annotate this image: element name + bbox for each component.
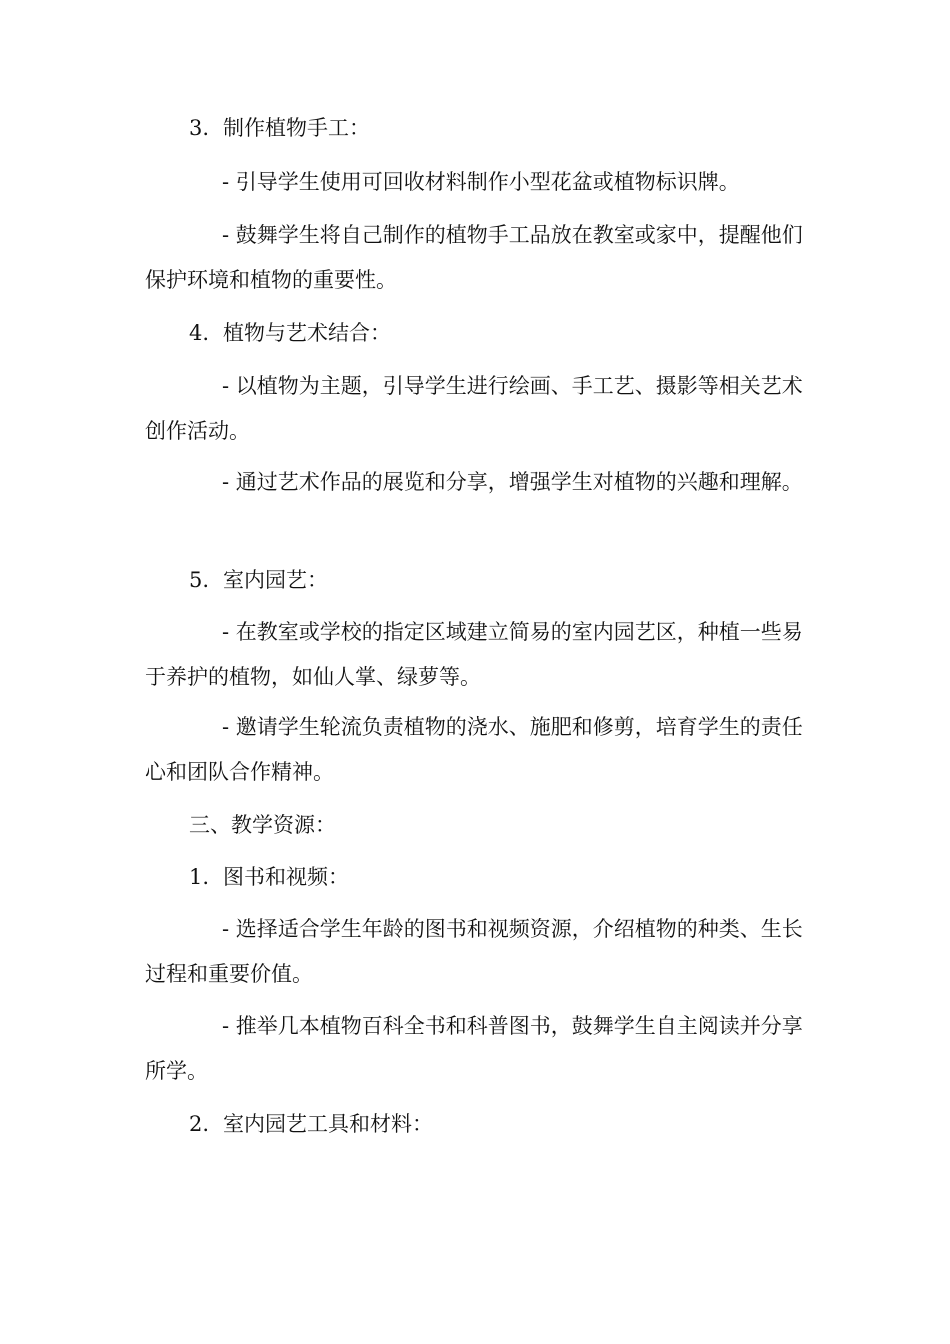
bullet-paragraph bbox=[145, 213, 810, 303]
list-number: 2. bbox=[189, 1112, 210, 1136]
paragraph-text: - 引导学生使用可回收材料制作小型花盆或植物标识牌。 bbox=[222, 170, 740, 194]
paragraph-text: - 鼓舞学生将自己制作的植物手工品放在教室或家中，提醒他们保护环境和植物的重要性。 bbox=[145, 223, 803, 292]
list-item-heading-3 bbox=[145, 106, 810, 151]
list-number: 5. bbox=[189, 568, 210, 592]
bullet-paragraph bbox=[145, 460, 810, 505]
list-item-text: 制作植物手工： bbox=[223, 116, 371, 140]
bullet-paragraph bbox=[145, 160, 810, 205]
list-number: 1. bbox=[189, 865, 210, 889]
list-item-text: 图书和视频： bbox=[223, 865, 350, 889]
paragraph-text: - 以植物为主题，引导学生进行绘画、手工艺、摄影等相关艺术创作活动。 bbox=[145, 374, 803, 443]
paragraph-text: - 邀请学生轮流负责植物的浇水、施肥和修剪，培育学生的责任心和团队合作精神。 bbox=[145, 715, 803, 784]
paragraph-text: - 在教室或学校的指定区域建立简易的室内园艺区，种植一些易于养护的植物，如仙人掌、绿萝等。 bbox=[145, 620, 803, 689]
bullet-paragraph bbox=[145, 364, 810, 454]
list-number: 4. bbox=[189, 321, 210, 345]
paragraph-text: - 选择适合学生年龄的图书和视频资源，介绍植物的种类、生长过程和重要价值。 bbox=[145, 917, 803, 986]
list-number: 3. bbox=[189, 116, 210, 140]
list-item-heading-5 bbox=[145, 558, 810, 603]
section-heading bbox=[145, 803, 810, 848]
bullet-paragraph bbox=[145, 907, 810, 997]
list-item-heading-4 bbox=[145, 311, 810, 356]
list-item-text: 植物与艺术结合： bbox=[223, 321, 392, 345]
list-item-heading-2 bbox=[145, 1102, 810, 1147]
paragraph-text: - 推举几本植物百科全书和科普图书，鼓舞学生自主阅读并分享所学。 bbox=[145, 1014, 803, 1083]
bullet-paragraph bbox=[145, 610, 810, 700]
bullet-paragraph bbox=[145, 705, 810, 795]
list-item-text: 室内园艺工具和材料： bbox=[223, 1112, 434, 1136]
section-heading-text: 三、教学资源： bbox=[189, 813, 336, 837]
paragraph-text: - 通过艺术作品的展览和分享，增强学生对植物的兴趣和理解。 bbox=[222, 470, 803, 494]
list-item-text: 室内园艺： bbox=[223, 568, 329, 592]
bullet-paragraph bbox=[145, 1004, 810, 1094]
list-item-heading-1 bbox=[145, 855, 810, 900]
